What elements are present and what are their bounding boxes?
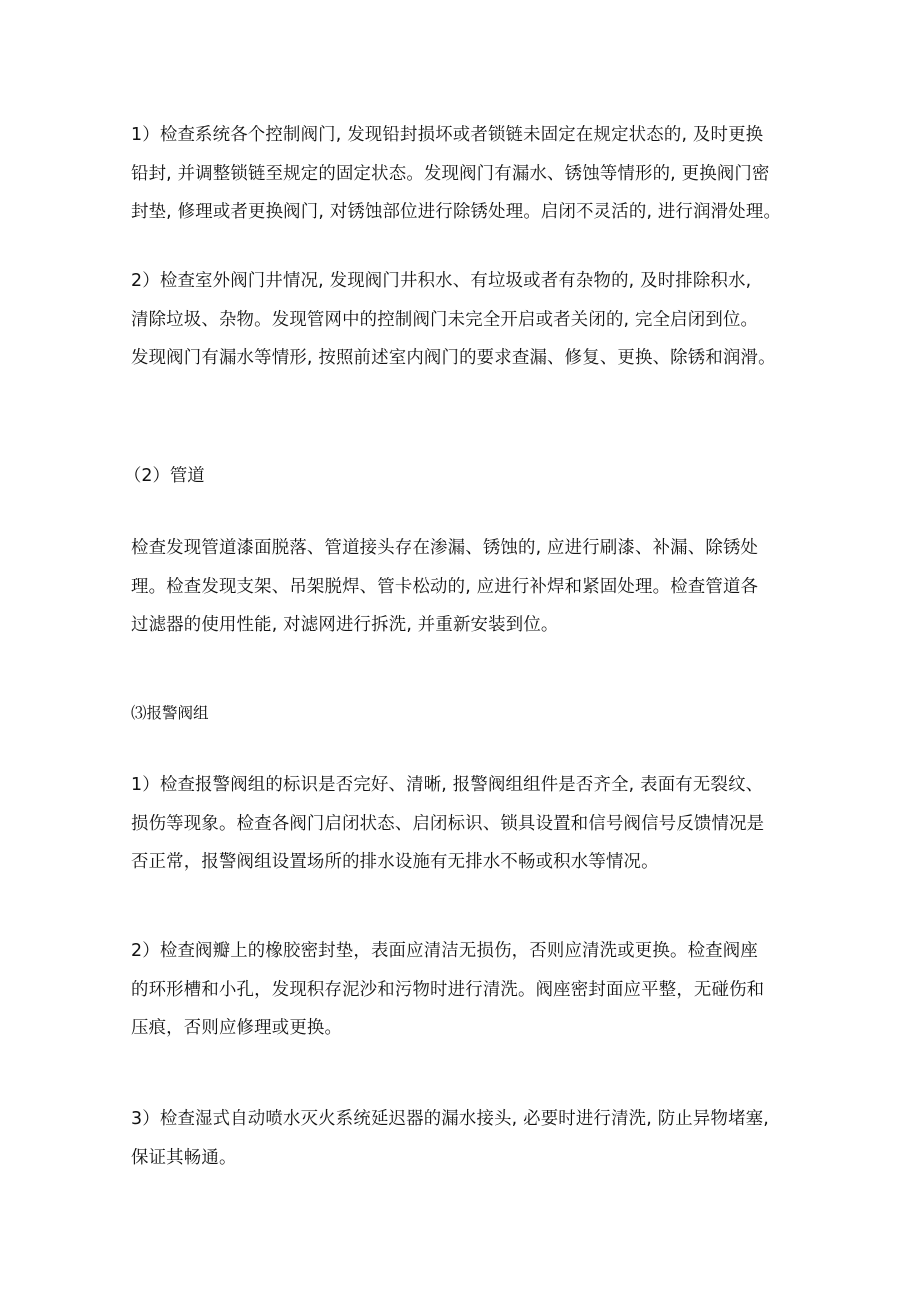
paragraph-pipe-inspection: [131, 529, 811, 645]
text-line: 清除垃圾、杂物。发现管网中的控制阀门未完全开启或者关闭的, 完全启闭到位。: [131, 309, 759, 330]
text-line: 3）检查湿式自动喷水灭火系统延迟器的漏水接头, 必要时进行清洗, 防止异物堵塞,: [131, 1109, 769, 1129]
paragraph-alarm-valve-2: [131, 932, 811, 1048]
text-line: 理。检查发现支架、吊架脱焊、管卡松动的, 应进行补焊和紧固处理。检查管道各: [131, 576, 759, 597]
text-line: 的环形槽和小孔，发现积存泥沙和污物时进行清洗。阀座密封面应平整，无碰伤和: [131, 979, 765, 1000]
text-line: 发现阀门有漏水等情形, 按照前述室内阀门的要求查漏、修复、更换、除锈和润滑。: [131, 348, 776, 368]
text-line: 过滤器的使用性能, 对滤网进行拆洗, 并重新安装到位。: [131, 615, 559, 635]
paragraph-valve-inspection-1: [131, 116, 811, 232]
text-line: 损伤等现象。检查各阀门启闭状态、启闭标识、锁具设置和信号阀信号反馈情况是: [131, 813, 765, 834]
section-heading-alarm-valve: ⑶报警阀组: [131, 704, 209, 722]
text-line: 铅封, 并调整锁链至规定的固定状态。发现阀门有漏水、锈蚀等情形的, 更换阀门密: [131, 163, 770, 184]
paragraph-alarm-valve-1: [131, 766, 811, 882]
text-line: 1）检查报警阀组的标识是否完好、清晰, 报警阀组组件是否齐全, 表面有无裂纹、: [131, 775, 764, 795]
paragraph-valve-inspection-2: [131, 262, 811, 378]
paragraph-alarm-valve-3: [131, 1100, 811, 1177]
section-heading-pipes: （2）管道: [124, 466, 205, 486]
text-line: 否正常，报警阀组设置场所的排水设施有无排水不畅或积水等情况。: [131, 852, 659, 872]
text-line: 封垫, 修理或者更换阀门, 对锈蚀部位进行除锈处理。启闭不灵活的, 进行润滑处理。: [131, 202, 782, 222]
text-line: 2）检查室外阀门井情况, 发现阀门井积水、有垃圾或者有杂物的, 及时排除积水,: [131, 271, 752, 291]
text-line: 2）检查阀瓣上的橡胶密封垫，表面应清洁无损伤，否则应清洗或更换。检查阀座: [131, 941, 758, 961]
text-line: 1）检查系统各个控制阀门, 发现铅封损坏或者锁链未固定在规定状态的, 及时更换: [131, 125, 764, 145]
text-line: 检查发现管道漆面脱落、管道接头存在渗漏、锈蚀的, 应进行刷漆、补漏、除锈处: [131, 538, 759, 558]
text-line: 压痕，否则应修理或更换。: [131, 1018, 343, 1038]
text-line: 保证其畅通。: [131, 1147, 237, 1168]
